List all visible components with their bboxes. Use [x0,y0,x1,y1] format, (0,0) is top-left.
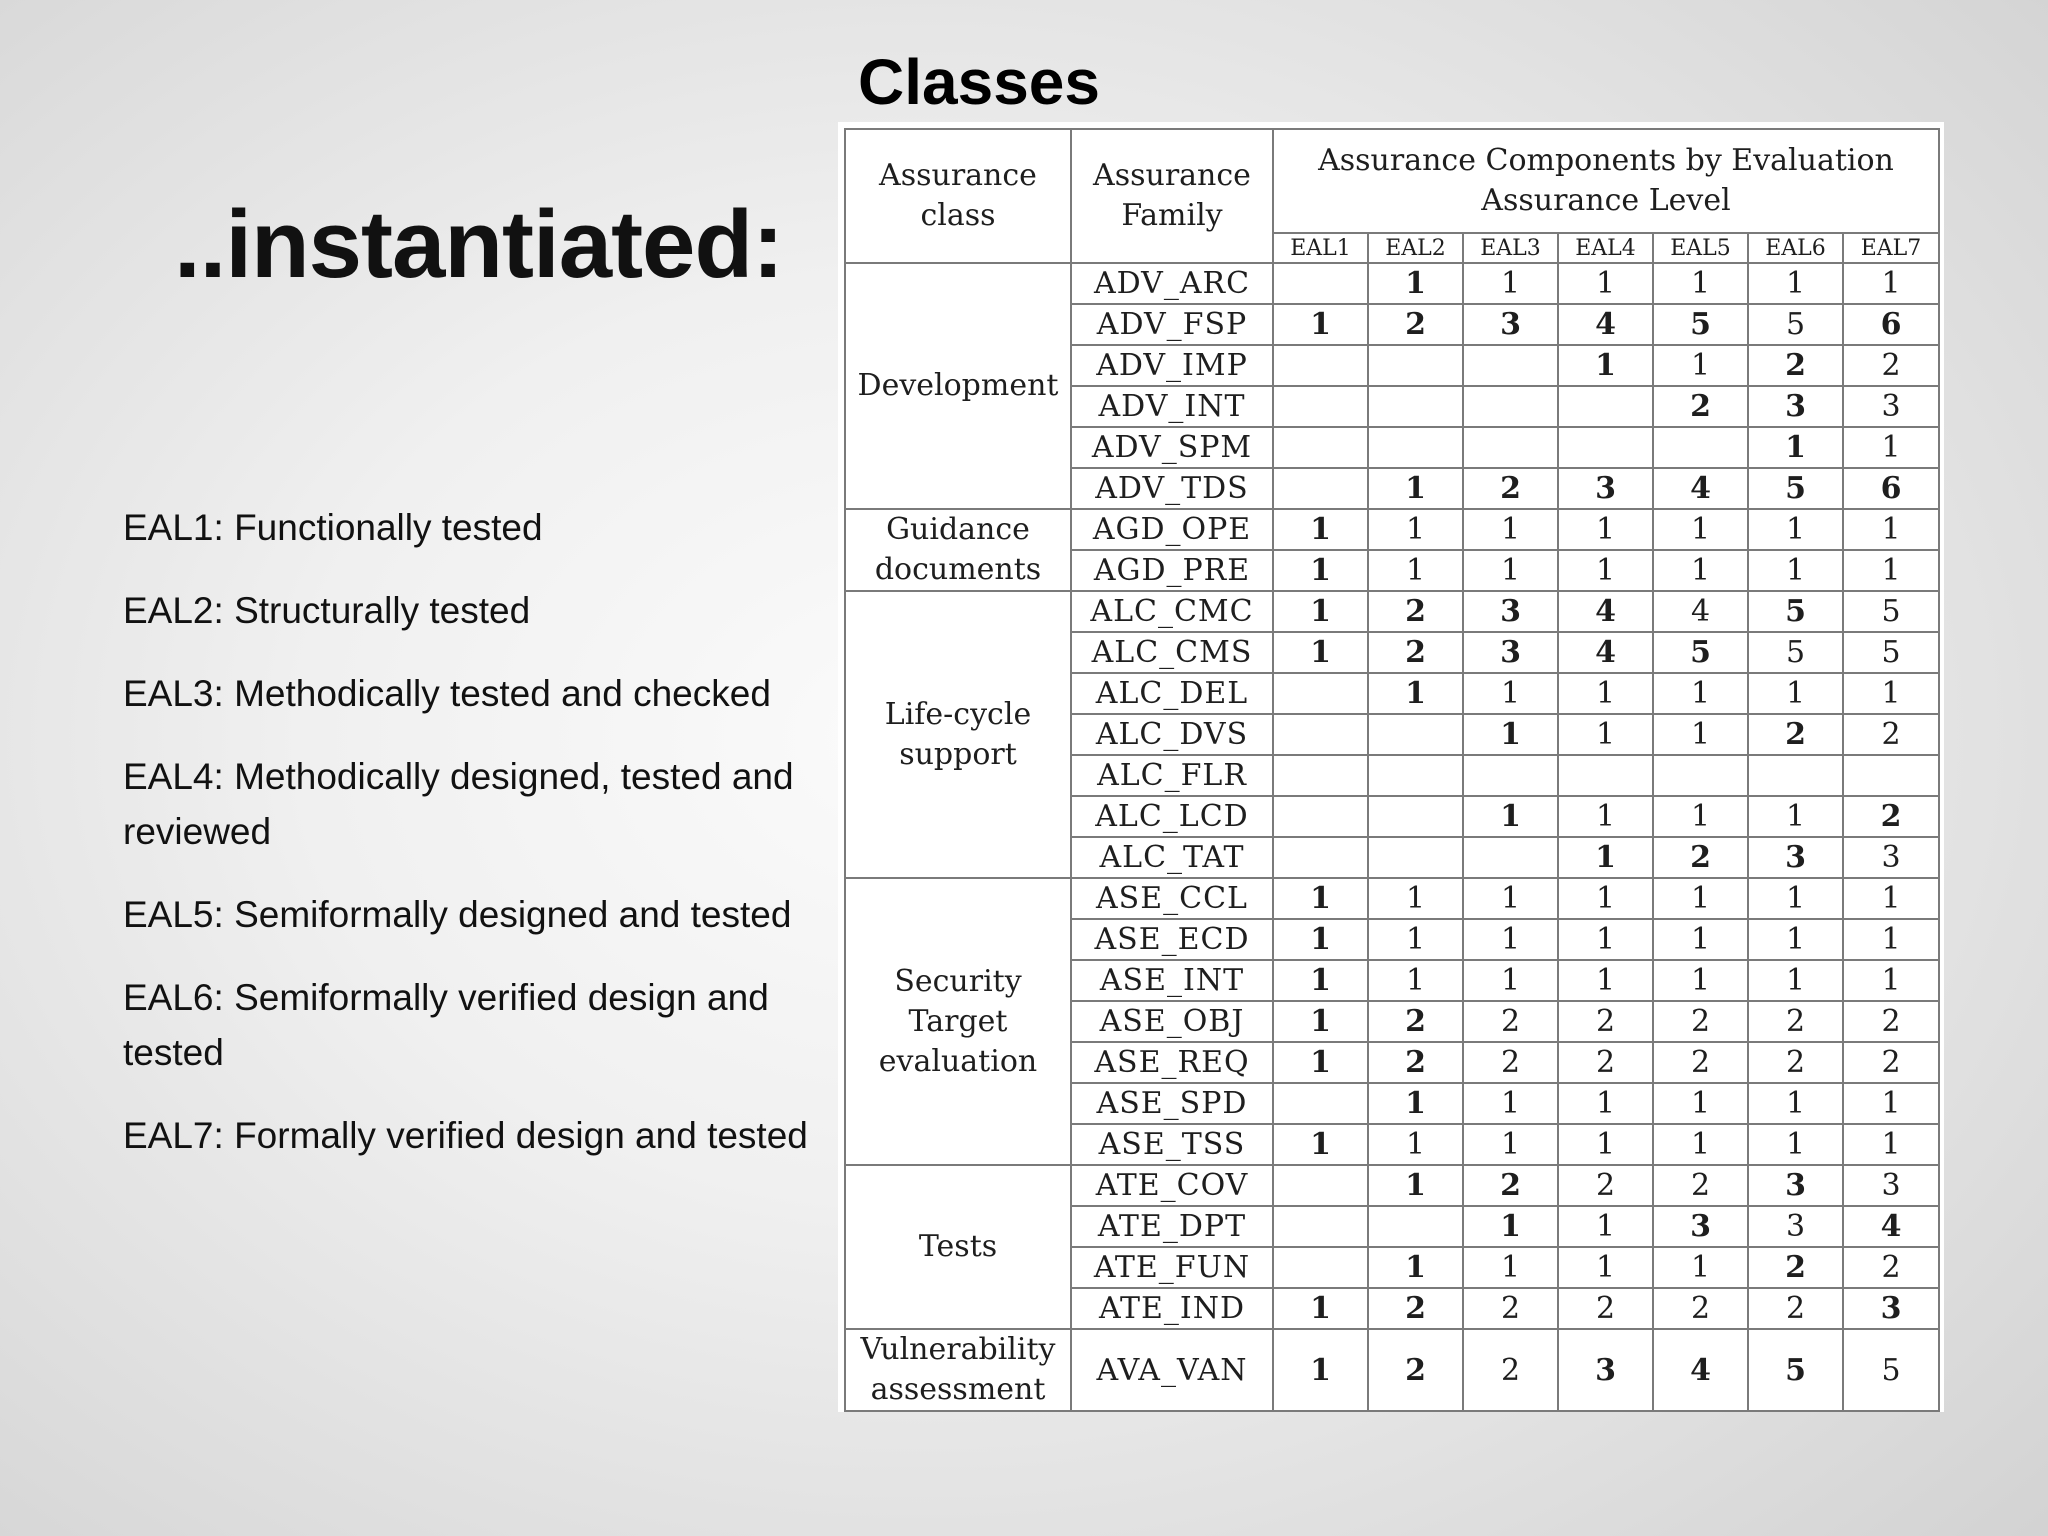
eal1-value-cell [1273,714,1368,755]
eal6-value-cell: 1 [1748,509,1843,550]
eal-description-item: EAL7: Formally verified design and tested [123,1115,808,1156]
eal4-value-cell: 2 [1558,1042,1653,1083]
eal4-value-cell: 1 [1558,714,1653,755]
assurance-family-cell: ALC_TAT [1071,837,1273,878]
header-assurance-class: Assurance class [845,129,1071,263]
eal7-value-cell: 1 [1843,919,1939,960]
assurance-family-cell: ADV_IMP [1071,345,1273,386]
eal2-value-cell: 1 [1368,673,1463,714]
eal2-value-cell [1368,755,1463,796]
eal6-value-cell: 1 [1748,673,1843,714]
eal7-value-cell: 1 [1843,1083,1939,1124]
eal2-value-cell: 2 [1368,591,1463,632]
eal1-value-cell [1273,673,1368,714]
eal3-value-cell [1463,427,1558,468]
eal3-value-cell [1463,837,1558,878]
eal1-value-cell: 1 [1273,1329,1368,1411]
eal2-value-cell: 2 [1368,1329,1463,1411]
assurance-family-cell: ATE_DPT [1071,1206,1273,1247]
eal2-value-cell: 2 [1368,632,1463,673]
eal3-value-cell: 1 [1463,1247,1558,1288]
eal7-value-cell: 1 [1843,550,1939,591]
eal4-value-cell: 1 [1558,960,1653,1001]
header-eal6: EAL6 [1748,233,1843,263]
eal5-value-cell: 1 [1653,960,1748,1001]
eal7-value-cell: 1 [1843,1124,1939,1165]
assurance-family-cell: AGD_OPE [1071,509,1273,550]
eal4-value-cell: 2 [1558,1165,1653,1206]
assurance-family-cell: ALC_CMC [1071,591,1273,632]
eal-description-item: EAL6: Semiformally verified design and tested [123,977,769,1073]
eal7-value-cell [1843,755,1939,796]
eal5-value-cell: 4 [1653,591,1748,632]
eal4-value-cell: 1 [1558,878,1653,919]
assurance-family-cell: ASE_TSS [1071,1124,1273,1165]
eal4-value-cell: 1 [1558,1206,1653,1247]
eal1-value-cell: 1 [1273,632,1368,673]
eal1-value-cell [1273,1083,1368,1124]
eal5-value-cell: 1 [1653,714,1748,755]
eal4-value-cell: 1 [1558,550,1653,591]
eal6-value-cell: 2 [1748,1042,1843,1083]
eal1-value-cell: 1 [1273,1288,1368,1329]
eal3-value-cell [1463,345,1558,386]
eal2-value-cell: 1 [1368,509,1463,550]
eal4-value-cell [1558,755,1653,796]
slide-title: Classes [858,46,1100,118]
eal6-value-cell: 2 [1748,1288,1843,1329]
eal-description-item: EAL4: Methodically designed, tested and reviewed [123,756,794,852]
eal6-value-cell: 3 [1748,837,1843,878]
assurance-family-cell: ASE_ECD [1071,919,1273,960]
eal6-value-cell: 1 [1748,878,1843,919]
eal5-value-cell: 1 [1653,878,1748,919]
eal2-value-cell: 1 [1368,878,1463,919]
assurance-family-cell: ALC_DEL [1071,673,1273,714]
assurance-class-cell: Security Target evaluation [845,878,1071,1165]
eal1-value-cell [1273,1247,1368,1288]
eal6-value-cell: 1 [1748,427,1843,468]
eal4-value-cell: 1 [1558,1083,1653,1124]
eal3-value-cell: 1 [1463,960,1558,1001]
eal4-value-cell: 1 [1558,919,1653,960]
eal3-value-cell: 1 [1463,1083,1558,1124]
eal5-value-cell: 4 [1653,468,1748,509]
eal4-value-cell: 1 [1558,345,1653,386]
eal4-value-cell: 2 [1558,1288,1653,1329]
eal7-value-cell: 1 [1843,878,1939,919]
eal5-value-cell: 1 [1653,1124,1748,1165]
eal5-value-cell: 2 [1653,1042,1748,1083]
eal2-value-cell: 1 [1368,550,1463,591]
assurance-family-cell: ATE_IND [1071,1288,1273,1329]
eal-description-item: EAL5: Semiformally designed and tested [123,894,792,935]
assurance-family-cell: ASE_REQ [1071,1042,1273,1083]
assurance-class-cell: Development [845,263,1071,509]
eal7-value-cell: 5 [1843,1329,1939,1411]
eal4-value-cell: 1 [1558,673,1653,714]
eal2-value-cell: 1 [1368,263,1463,304]
eal5-value-cell: 1 [1653,550,1748,591]
assurance-family-cell: ADV_SPM [1071,427,1273,468]
eal6-value-cell: 1 [1748,1124,1843,1165]
eal5-value-cell: 1 [1653,796,1748,837]
table-row [845,1329,1939,1411]
assurance-family-cell: ALC_DVS [1071,714,1273,755]
eal4-value-cell: 1 [1558,796,1653,837]
eal3-value-cell: 2 [1463,1042,1558,1083]
table-row [845,509,1939,550]
eal5-value-cell [1653,755,1748,796]
eal3-value-cell: 1 [1463,673,1558,714]
eal5-value-cell: 3 [1653,1206,1748,1247]
eal7-value-cell: 1 [1843,427,1939,468]
eal2-value-cell: 2 [1368,1001,1463,1042]
header-eal3: EAL3 [1463,233,1558,263]
eal1-value-cell [1273,468,1368,509]
assurance-family-cell: ADV_FSP [1071,304,1273,345]
eal-description-item: EAL3: Methodically tested and checked [123,673,771,714]
eal3-value-cell: 3 [1463,632,1558,673]
assurance-table-panel [838,122,1944,1412]
eal3-value-cell: 1 [1463,919,1558,960]
eal5-value-cell: 1 [1653,919,1748,960]
eal4-value-cell: 1 [1558,1124,1653,1165]
eal5-value-cell: 1 [1653,1247,1748,1288]
eal3-value-cell: 2 [1463,1288,1558,1329]
eal4-value-cell: 2 [1558,1001,1653,1042]
eal2-value-cell [1368,427,1463,468]
assurance-family-cell: ASE_CCL [1071,878,1273,919]
eal6-value-cell: 1 [1748,796,1843,837]
eal3-value-cell: 2 [1463,1165,1558,1206]
eal6-value-cell: 5 [1748,1329,1843,1411]
eal6-value-cell: 3 [1748,1206,1843,1247]
assurance-family-cell: AVA_VAN [1071,1329,1273,1411]
header-eal4: EAL4 [1558,233,1653,263]
eal7-value-cell: 6 [1843,468,1939,509]
eal1-value-cell: 1 [1273,509,1368,550]
slide-heading: ..instantiated: [174,191,784,298]
eal6-value-cell: 2 [1748,1001,1843,1042]
assurance-family-cell: ALC_LCD [1071,796,1273,837]
eal2-value-cell: 1 [1368,1165,1463,1206]
eal5-value-cell: 2 [1653,386,1748,427]
eal4-value-cell: 1 [1558,263,1653,304]
eal7-value-cell: 6 [1843,304,1939,345]
eal7-value-cell: 2 [1843,796,1939,837]
eal1-value-cell: 1 [1273,1124,1368,1165]
eal1-value-cell [1273,263,1368,304]
assurance-class-cell: Life-cycle support [845,591,1071,878]
eal4-value-cell: 1 [1558,837,1653,878]
eal4-value-cell: 3 [1558,468,1653,509]
eal1-value-cell: 1 [1273,1001,1368,1042]
eal2-value-cell: 1 [1368,919,1463,960]
eal7-value-cell: 4 [1843,1206,1939,1247]
eal5-value-cell: 5 [1653,632,1748,673]
eal7-value-cell: 1 [1843,509,1939,550]
header-components: Assurance Components by Evaluation Assurance Level [1273,129,1939,233]
eal2-value-cell: 1 [1368,1247,1463,1288]
eal7-value-cell: 1 [1843,960,1939,1001]
eal7-value-cell: 3 [1843,837,1939,878]
eal3-value-cell: 2 [1463,468,1558,509]
eal3-value-cell: 1 [1463,1124,1558,1165]
eal6-value-cell: 5 [1748,632,1843,673]
eal3-value-cell: 3 [1463,304,1558,345]
eal2-value-cell [1368,714,1463,755]
eal6-value-cell: 1 [1748,1083,1843,1124]
eal7-value-cell: 5 [1843,591,1939,632]
assurance-family-cell: ALC_FLR [1071,755,1273,796]
eal2-value-cell [1368,1206,1463,1247]
eal4-value-cell: 4 [1558,591,1653,632]
header-eal7: EAL7 [1843,233,1939,263]
eal2-value-cell: 2 [1368,304,1463,345]
header-assurance-family: Assurance Family [1071,129,1273,263]
eal6-value-cell: 2 [1748,1247,1843,1288]
eal-description-list [123,500,843,1191]
eal7-value-cell: 3 [1843,386,1939,427]
assurance-family-cell: ADV_TDS [1071,468,1273,509]
table-row [845,878,1939,919]
eal2-value-cell [1368,345,1463,386]
eal4-value-cell: 4 [1558,304,1653,345]
eal1-value-cell [1273,1206,1368,1247]
assurance-family-cell: ASE_OBJ [1071,1001,1273,1042]
eal6-value-cell: 1 [1748,960,1843,1001]
eal4-value-cell: 1 [1558,1247,1653,1288]
table-row [845,263,1939,304]
eal6-value-cell: 2 [1748,714,1843,755]
eal3-value-cell [1463,386,1558,427]
eal1-value-cell: 1 [1273,919,1368,960]
eal5-value-cell: 1 [1653,263,1748,304]
header-eal2: EAL2 [1368,233,1463,263]
eal2-value-cell: 1 [1368,1124,1463,1165]
eal1-value-cell [1273,386,1368,427]
eal3-value-cell: 1 [1463,263,1558,304]
eal4-value-cell [1558,427,1653,468]
eal3-value-cell: 2 [1463,1001,1558,1042]
eal3-value-cell: 1 [1463,878,1558,919]
assurance-family-cell: ATE_FUN [1071,1247,1273,1288]
eal4-value-cell: 4 [1558,632,1653,673]
assurance-family-cell: ASE_SPD [1071,1083,1273,1124]
table-row [845,1165,1939,1206]
eal1-value-cell: 1 [1273,550,1368,591]
eal2-value-cell [1368,386,1463,427]
eal5-value-cell: 4 [1653,1329,1748,1411]
eal1-value-cell [1273,427,1368,468]
eal6-value-cell: 5 [1748,304,1843,345]
eal2-value-cell: 1 [1368,1083,1463,1124]
assurance-class-cell: Guidance documents [845,509,1071,591]
eal1-value-cell [1273,345,1368,386]
eal1-value-cell: 1 [1273,1042,1368,1083]
assurance-table [844,128,1940,1412]
eal1-value-cell: 1 [1273,960,1368,1001]
assurance-family-cell: ATE_COV [1071,1165,1273,1206]
eal7-value-cell: 2 [1843,1001,1939,1042]
eal3-value-cell: 1 [1463,509,1558,550]
eal2-value-cell: 2 [1368,1042,1463,1083]
eal7-value-cell: 1 [1843,673,1939,714]
assurance-class-cell: Vulnerability assessment [845,1329,1071,1411]
eal4-value-cell [1558,386,1653,427]
eal2-value-cell: 2 [1368,1288,1463,1329]
eal5-value-cell: 5 [1653,304,1748,345]
eal7-value-cell: 2 [1843,714,1939,755]
assurance-family-cell: ALC_CMS [1071,632,1273,673]
eal7-value-cell: 3 [1843,1165,1939,1206]
eal3-value-cell: 1 [1463,796,1558,837]
eal1-value-cell: 1 [1273,878,1368,919]
eal6-value-cell: 3 [1748,386,1843,427]
assurance-family-cell: ASE_INT [1071,960,1273,1001]
eal7-value-cell: 2 [1843,1247,1939,1288]
eal6-value-cell: 3 [1748,1165,1843,1206]
eal3-value-cell: 3 [1463,591,1558,632]
eal-description-item: EAL1: Functionally tested [123,507,543,548]
eal-description-item: EAL2: Structurally tested [123,590,531,631]
assurance-family-cell: ADV_INT [1071,386,1273,427]
eal5-value-cell: 2 [1653,837,1748,878]
eal6-value-cell: 5 [1748,468,1843,509]
eal6-value-cell: 2 [1748,345,1843,386]
eal7-value-cell: 2 [1843,345,1939,386]
eal7-value-cell: 5 [1843,632,1939,673]
eal1-value-cell: 1 [1273,304,1368,345]
eal6-value-cell: 1 [1748,550,1843,591]
eal5-value-cell: 1 [1653,1083,1748,1124]
eal1-value-cell: 1 [1273,591,1368,632]
eal2-value-cell [1368,796,1463,837]
eal6-value-cell: 1 [1748,919,1843,960]
header-eal1: EAL1 [1273,233,1368,263]
eal7-value-cell: 1 [1843,263,1939,304]
eal1-value-cell [1273,1165,1368,1206]
eal5-value-cell: 2 [1653,1165,1748,1206]
eal7-value-cell: 2 [1843,1042,1939,1083]
eal3-value-cell: 1 [1463,1206,1558,1247]
assurance-table-body [845,263,1939,1411]
eal5-value-cell: 2 [1653,1288,1748,1329]
eal7-value-cell: 3 [1843,1288,1939,1329]
eal6-value-cell: 1 [1748,263,1843,304]
eal5-value-cell: 1 [1653,345,1748,386]
eal2-value-cell: 1 [1368,960,1463,1001]
assurance-class-cell: Tests [845,1165,1071,1329]
header-eal5: EAL5 [1653,233,1748,263]
assurance-family-cell: AGD_PRE [1071,550,1273,591]
eal6-value-cell [1748,755,1843,796]
eal2-value-cell [1368,837,1463,878]
eal5-value-cell [1653,427,1748,468]
assurance-family-cell: ADV_ARC [1071,263,1273,304]
eal3-value-cell: 1 [1463,714,1558,755]
eal2-value-cell: 1 [1368,468,1463,509]
eal1-value-cell [1273,796,1368,837]
table-row [845,591,1939,632]
eal5-value-cell: 1 [1653,673,1748,714]
eal3-value-cell: 2 [1463,1329,1558,1411]
eal4-value-cell: 3 [1558,1329,1653,1411]
eal1-value-cell [1273,755,1368,796]
eal5-value-cell: 1 [1653,509,1748,550]
eal6-value-cell: 5 [1748,591,1843,632]
eal5-value-cell: 2 [1653,1001,1748,1042]
eal3-value-cell [1463,755,1558,796]
eal1-value-cell [1273,837,1368,878]
eal4-value-cell: 1 [1558,509,1653,550]
eal3-value-cell: 1 [1463,550,1558,591]
